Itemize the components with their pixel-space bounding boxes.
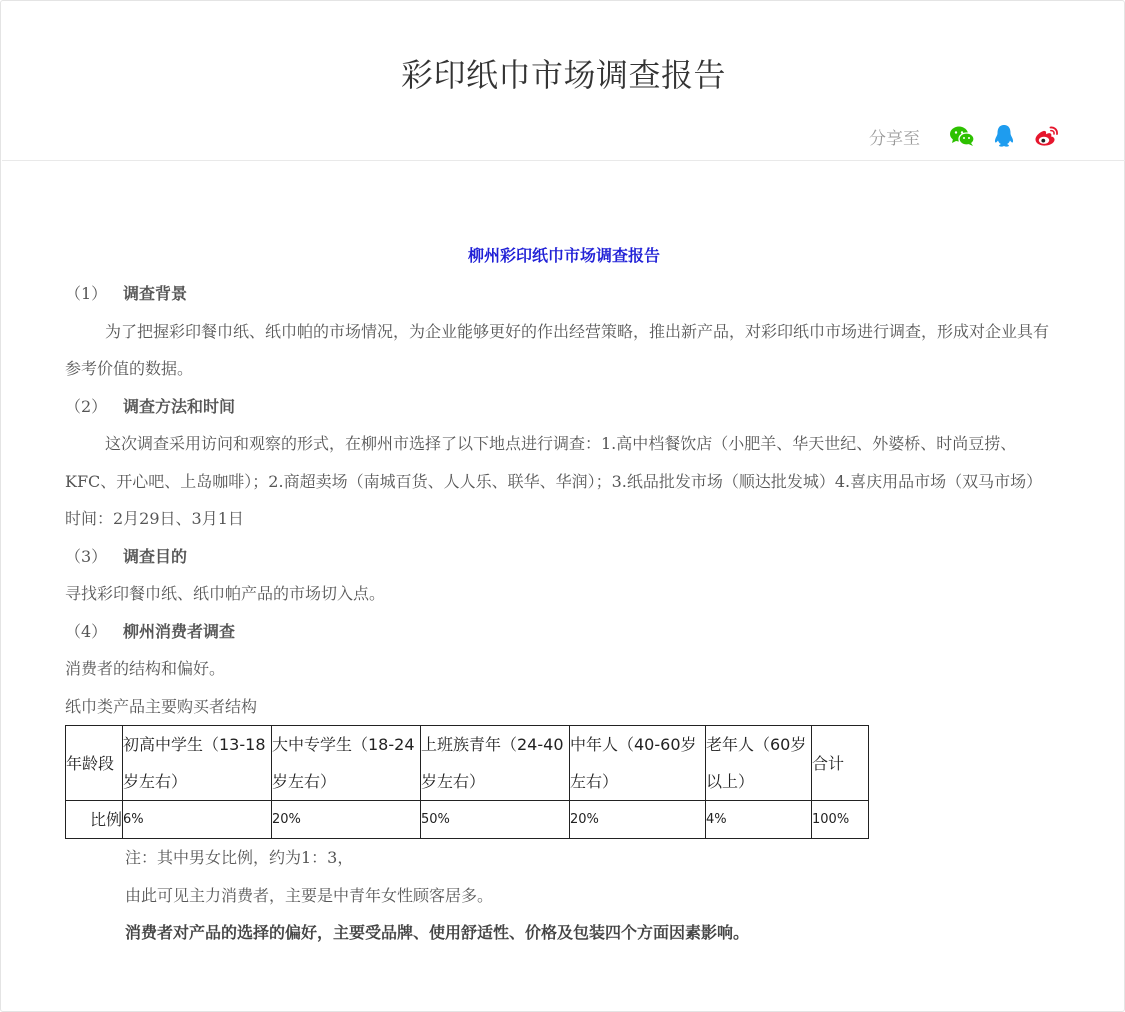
table-cell: 大中专学生（18-24岁左右） — [272, 726, 421, 801]
paragraph: 消费者的结构和偏好。 — [65, 659, 226, 678]
table-row-label: 年龄段 — [66, 726, 123, 801]
table-cell: 6% — [123, 801, 272, 839]
buyer-structure-table — [65, 725, 869, 839]
table-row-label: 比例 — [66, 801, 123, 839]
paragraph: 消费者对产品的选择的偏好，主要受品牌、使用舒适性、价格及包装四个方面因素影响。 — [125, 923, 750, 942]
paragraph: 寻找彩印餐巾纸、纸巾帕产品的市场切入点。 — [65, 584, 386, 603]
qq-icon[interactable] — [990, 122, 1018, 150]
table-cell: 50% — [421, 801, 570, 839]
section-number: （3） — [65, 546, 108, 566]
table-cell: 20% — [272, 801, 421, 839]
share-label: 分享至 — [869, 128, 920, 149]
table-cell: 老年人（60岁以上） — [706, 726, 812, 801]
table-cell: 中年人（40-60岁左右） — [570, 726, 706, 801]
document-title: 柳州彩印纸巾市场调查报告 — [467, 246, 660, 265]
section-title: 调查背景 — [123, 284, 188, 303]
section-number: （1） — [65, 284, 108, 303]
table-row — [66, 801, 869, 839]
section-number: （2） — [65, 396, 108, 416]
paragraph: 这次调查采用访问和观察的形式，在柳州市选择了以下地点进行调查：1.高中档餐饮店（小肥羊、华天世纪、外婆桥、时尚豆捞、KFC、开心吧、上岛咖啡）；2.商超卖场（南城百货、人人乐、联华、华润）；3.纸品批发市场（顺达批发城）4.喜庆用品市场（双马市场） — [65, 434, 1043, 491]
paragraph: 纸巾类产品主要购买者结构 — [65, 696, 258, 716]
paragraph: 时间：2月29日、3月1日 — [65, 509, 244, 528]
table-cell: 合计 — [812, 726, 869, 801]
section-heading — [65, 613, 1063, 651]
paragraph: 由此可见主力消费者，主要是中青年女性顾客居多。 — [125, 885, 494, 905]
section-title: 调查方法和时间 — [123, 396, 236, 416]
section-heading — [65, 388, 1063, 426]
header-divider — [2, 160, 1125, 161]
paragraph: 为了把握彩印餐巾纸、纸巾帕的市场情况，为企业能够更好的作出经营策略，推出新产品，对彩印纸巾市场进行调查，形成对企业具有参考价值的数据。 — [65, 321, 1050, 378]
table-cell: 100% — [812, 801, 869, 839]
table-cell: 20% — [570, 801, 706, 839]
section-heading — [65, 538, 1063, 576]
article-body — [65, 237, 1063, 952]
table-cell: 初高中学生（13-18岁左右） — [123, 726, 272, 801]
page-title: 彩印纸巾市场调查报告 — [400, 56, 726, 94]
paragraph: 注：其中男女比例，约为1：3， — [125, 848, 354, 867]
wechat-icon[interactable] — [948, 122, 976, 150]
share-bar — [869, 121, 1060, 151]
weibo-icon[interactable] — [1032, 122, 1060, 150]
table-cell: 上班族青年（24-40岁左右） — [421, 726, 570, 801]
section-heading — [65, 275, 1063, 313]
section-number: （4） — [65, 621, 108, 641]
section-title: 柳州消费者调查 — [123, 621, 236, 641]
table-row — [66, 726, 869, 801]
table-cell: 4% — [706, 801, 812, 839]
section-title: 调查目的 — [123, 546, 188, 566]
